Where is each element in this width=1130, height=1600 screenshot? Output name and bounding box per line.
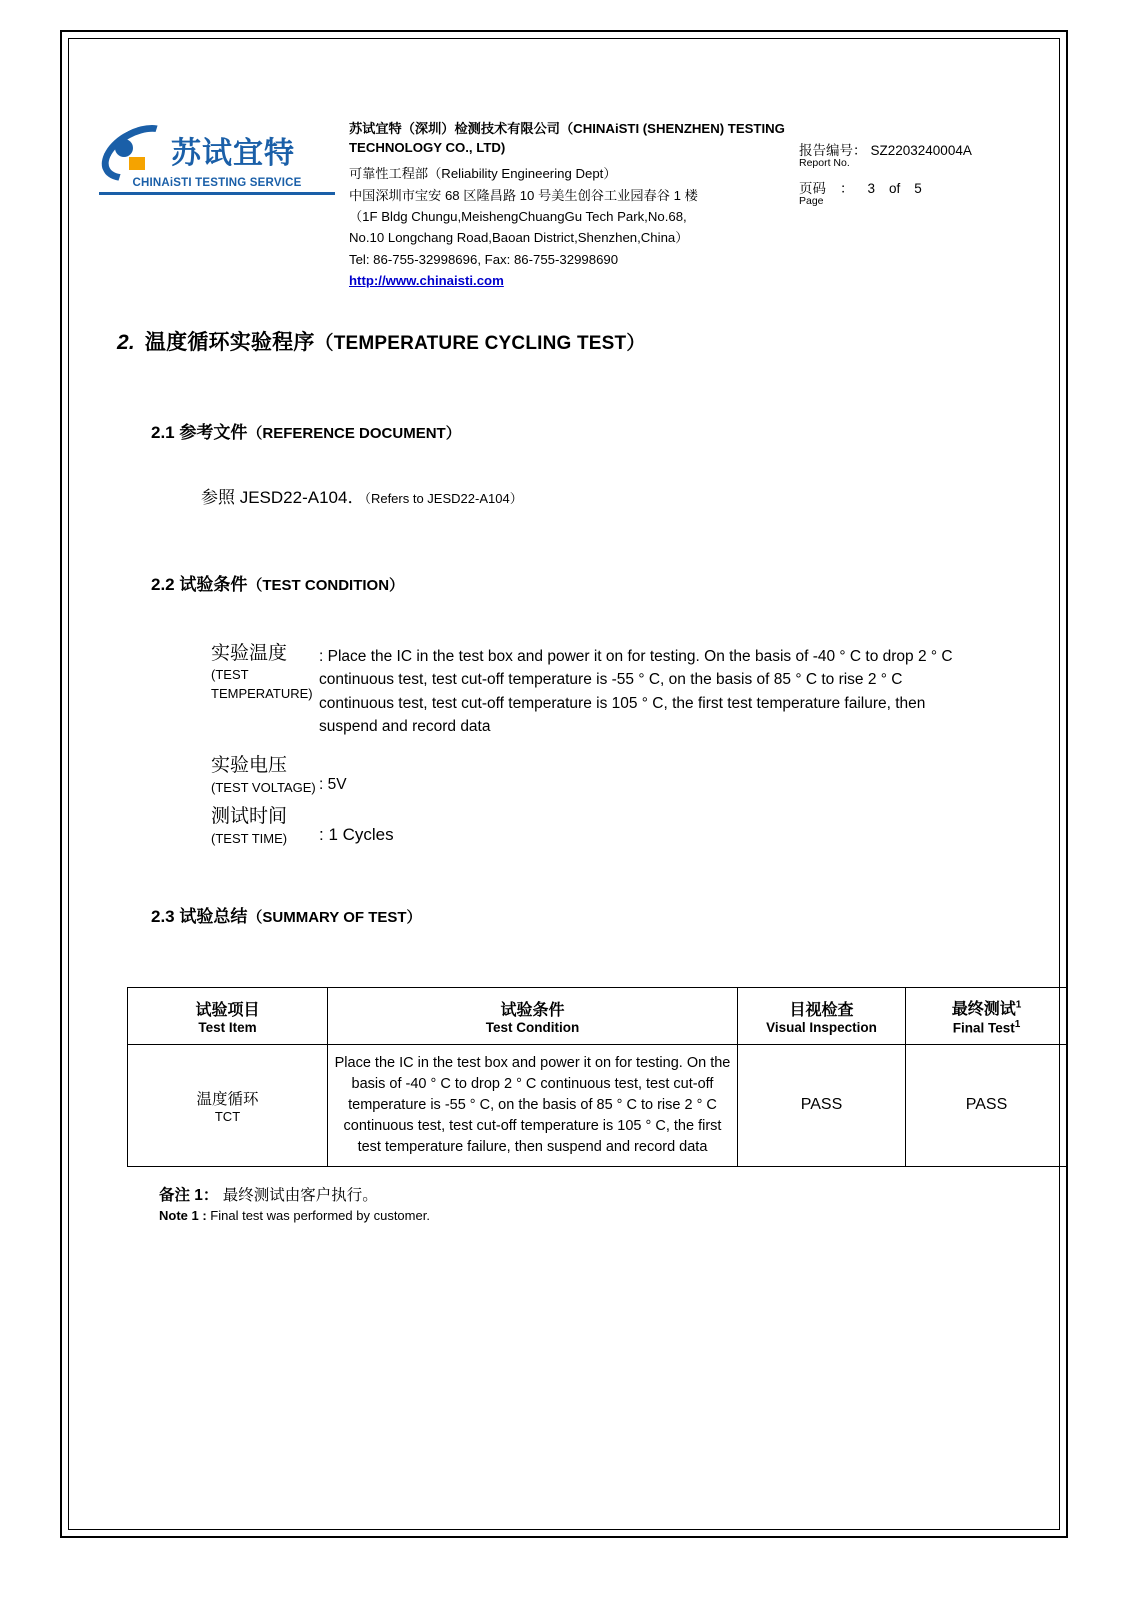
document-header (99, 67, 1029, 292)
company-address-en-1: （1F Bldg Chungu,MeishengChuangGu Tech Park,No.68, (349, 209, 687, 225)
column-header-cn-text: 最终测试 (951, 1001, 1016, 1019)
condition-label-voltage (99, 755, 319, 796)
brand-swoosh-icon (99, 127, 165, 173)
cell-visual-inspection: PASS (738, 1044, 906, 1166)
table-row (128, 1044, 1068, 1166)
company-address-en-2: No.10 Longchang Road,Baoan District,Shenzhen,China） (349, 230, 689, 246)
company-tel-fax: Tel: 86-755-32998696, Fax: 86-755-32998690 (349, 251, 619, 267)
condition-label-en-2: TEMPERATURE) (211, 685, 313, 701)
logo-row (99, 127, 349, 173)
column-header-en (912, 1019, 1061, 1036)
condition-label-en-1: (TEST TIME) (211, 831, 288, 847)
document-page (60, 30, 1068, 1538)
section-heading (117, 326, 1029, 356)
reference-heading-cn: 参考文件 (179, 422, 248, 442)
column-header-en: Test Condition (485, 1019, 580, 1035)
logo-underline (99, 192, 335, 195)
page-label-en: Page (799, 195, 824, 207)
condition-value-voltage: : 5V (319, 775, 347, 793)
column-header-en: Test Item (198, 1019, 257, 1035)
report-meta-block (799, 67, 1029, 215)
summary-heading-cn: 试验总结 (179, 907, 248, 927)
condition-value-time: : 1 Cycles (319, 825, 394, 845)
condition-row-voltage (99, 755, 1029, 797)
condition-heading-en: （TEST CONDITION） (247, 576, 405, 594)
condition-label-en-1: (TEST VOLTAGE) (211, 779, 316, 795)
page-inner-border (68, 38, 1060, 1530)
condition-label-temperature (99, 643, 319, 702)
reference-heading-en: （REFERENCE DOCUMENT） (247, 424, 461, 442)
summary-table (127, 987, 1068, 1167)
condition-label-en-1: (TEST (211, 667, 249, 683)
test-condition-list (99, 643, 1029, 849)
page-label-cn: 页码 (799, 181, 826, 196)
column-header-en-sup: 1 (1014, 1019, 1021, 1031)
condition-label-time (99, 806, 319, 847)
column-header-test-condition (328, 988, 738, 1045)
condition-heading-cn: 试验条件 (179, 574, 248, 594)
column-header-test-item (128, 988, 328, 1045)
subsection-reference-heading (151, 418, 1029, 443)
cell-test-item-cn: 温度循环 (196, 1090, 259, 1108)
section-number: 2. (117, 330, 135, 354)
page-of: of (889, 181, 901, 196)
condition-label-cn: 实验电压 (211, 754, 288, 776)
company-address-cn: 中国深圳市宝安 68 区隆昌路 10 号美生创谷工业园春谷 1 楼 (349, 187, 698, 203)
summary-heading-en: （SUMMARY OF TEST） (247, 909, 422, 927)
column-header-en: Visual Inspection (766, 1019, 877, 1035)
report-number-label-en: Report No. (799, 157, 850, 169)
subsection-summary-heading (151, 902, 1029, 927)
report-number-value: SZ2203240004A (870, 143, 972, 158)
condition-row-time (99, 806, 1029, 848)
reference-body-en: （Refers to JESD22-A104） (364, 490, 523, 506)
reference-body (201, 483, 1029, 508)
reference-body-cn: 参照 JESD22-A104． (201, 487, 365, 507)
page-content (69, 39, 1059, 1529)
reference-heading-number: 2.1 (151, 422, 175, 442)
report-number-label: 报告编号： (799, 143, 867, 158)
company-name: 苏试宜特（深圳）检测技术有限公司（CHINAiSTI (SHENZHEN) TESTING TECHNOLOGY CO., LTD) (349, 121, 785, 156)
page-current: 3 (867, 181, 876, 196)
note-cn-label: 备注 1： (159, 1186, 219, 1204)
report-number-row (799, 139, 1029, 159)
condition-label-cn: 测试时间 (211, 806, 288, 828)
column-header-cn (912, 996, 1061, 1019)
logo-text-cn: 苏试宜特 (171, 136, 295, 171)
condition-label-cn: 实验温度 (211, 642, 288, 664)
column-header-cn: 试验项目 (195, 1001, 260, 1019)
column-header-cn-sup: 1 (1015, 999, 1022, 1011)
page-total: 5 (914, 181, 922, 196)
note-en-text: Final test was performed by customer. (210, 1207, 430, 1223)
subsection-condition-heading (151, 570, 1029, 595)
cell-test-item (128, 1044, 328, 1166)
note-en (159, 1208, 1029, 1223)
company-address-block (349, 67, 799, 292)
column-header-en-text: Final Test (952, 1020, 1015, 1036)
table-note (159, 1183, 1029, 1223)
table-header-row (128, 988, 1068, 1045)
section-title-en: （TEMPERATURE CYCLING TEST） (314, 332, 646, 354)
summary-table-wrapper (127, 987, 1029, 1167)
cell-test-condition: Place the IC in the test box and power it on for testing. On the basis of -40 ° C to drop 2 ° C continuous test, test cut-off temperature is -55 ° C, on the basis of 85 ° C to rise 2 ° C continuous test, test cut-off temperature is 105 ° C, the first test temperature failure, then suspend and record data (328, 1044, 738, 1166)
company-dept: 可靠性工程部（Reliability Engineering Dept） (349, 166, 617, 182)
section-title-cn: 温度循环实验程序 (144, 330, 315, 354)
company-website-link[interactable]: http://www.chinaisti.com (349, 273, 504, 289)
note-cn-text: 最终测试由客户执行。 (222, 1186, 378, 1204)
company-logo (99, 67, 349, 195)
condition-heading-number: 2.2 (151, 574, 175, 594)
summary-heading-number: 2.3 (151, 907, 175, 927)
column-header-final-test (906, 988, 1068, 1045)
logo-text-en: CHINAiSTI TESTING SERVICE (132, 177, 302, 189)
note-en-label: Note 1 : (159, 1207, 207, 1223)
condition-row-temperature (99, 643, 1029, 739)
note-cn (159, 1183, 1029, 1205)
column-header-cn: 试验条件 (500, 1001, 565, 1019)
page-colon: ： (840, 181, 854, 196)
cell-final-test: PASS (906, 1044, 1068, 1166)
condition-value-temperature: : Place the IC in the test box and power it on for testing. On the basis of -40 ° C to drop 2 ° C continuous test, test cut-off temperature is -55 ° C, on the basis of 85 ° C to rise 2 ° C continuous test, test cut-off temperature is 105 ° C, the first test temperature failure, then suspend and record data (319, 647, 953, 736)
column-header-visual-inspection (738, 988, 906, 1045)
cell-test-item-en: TCT (214, 1108, 241, 1124)
page-number-row (799, 177, 1029, 197)
column-header-cn: 目视检查 (789, 1001, 854, 1019)
